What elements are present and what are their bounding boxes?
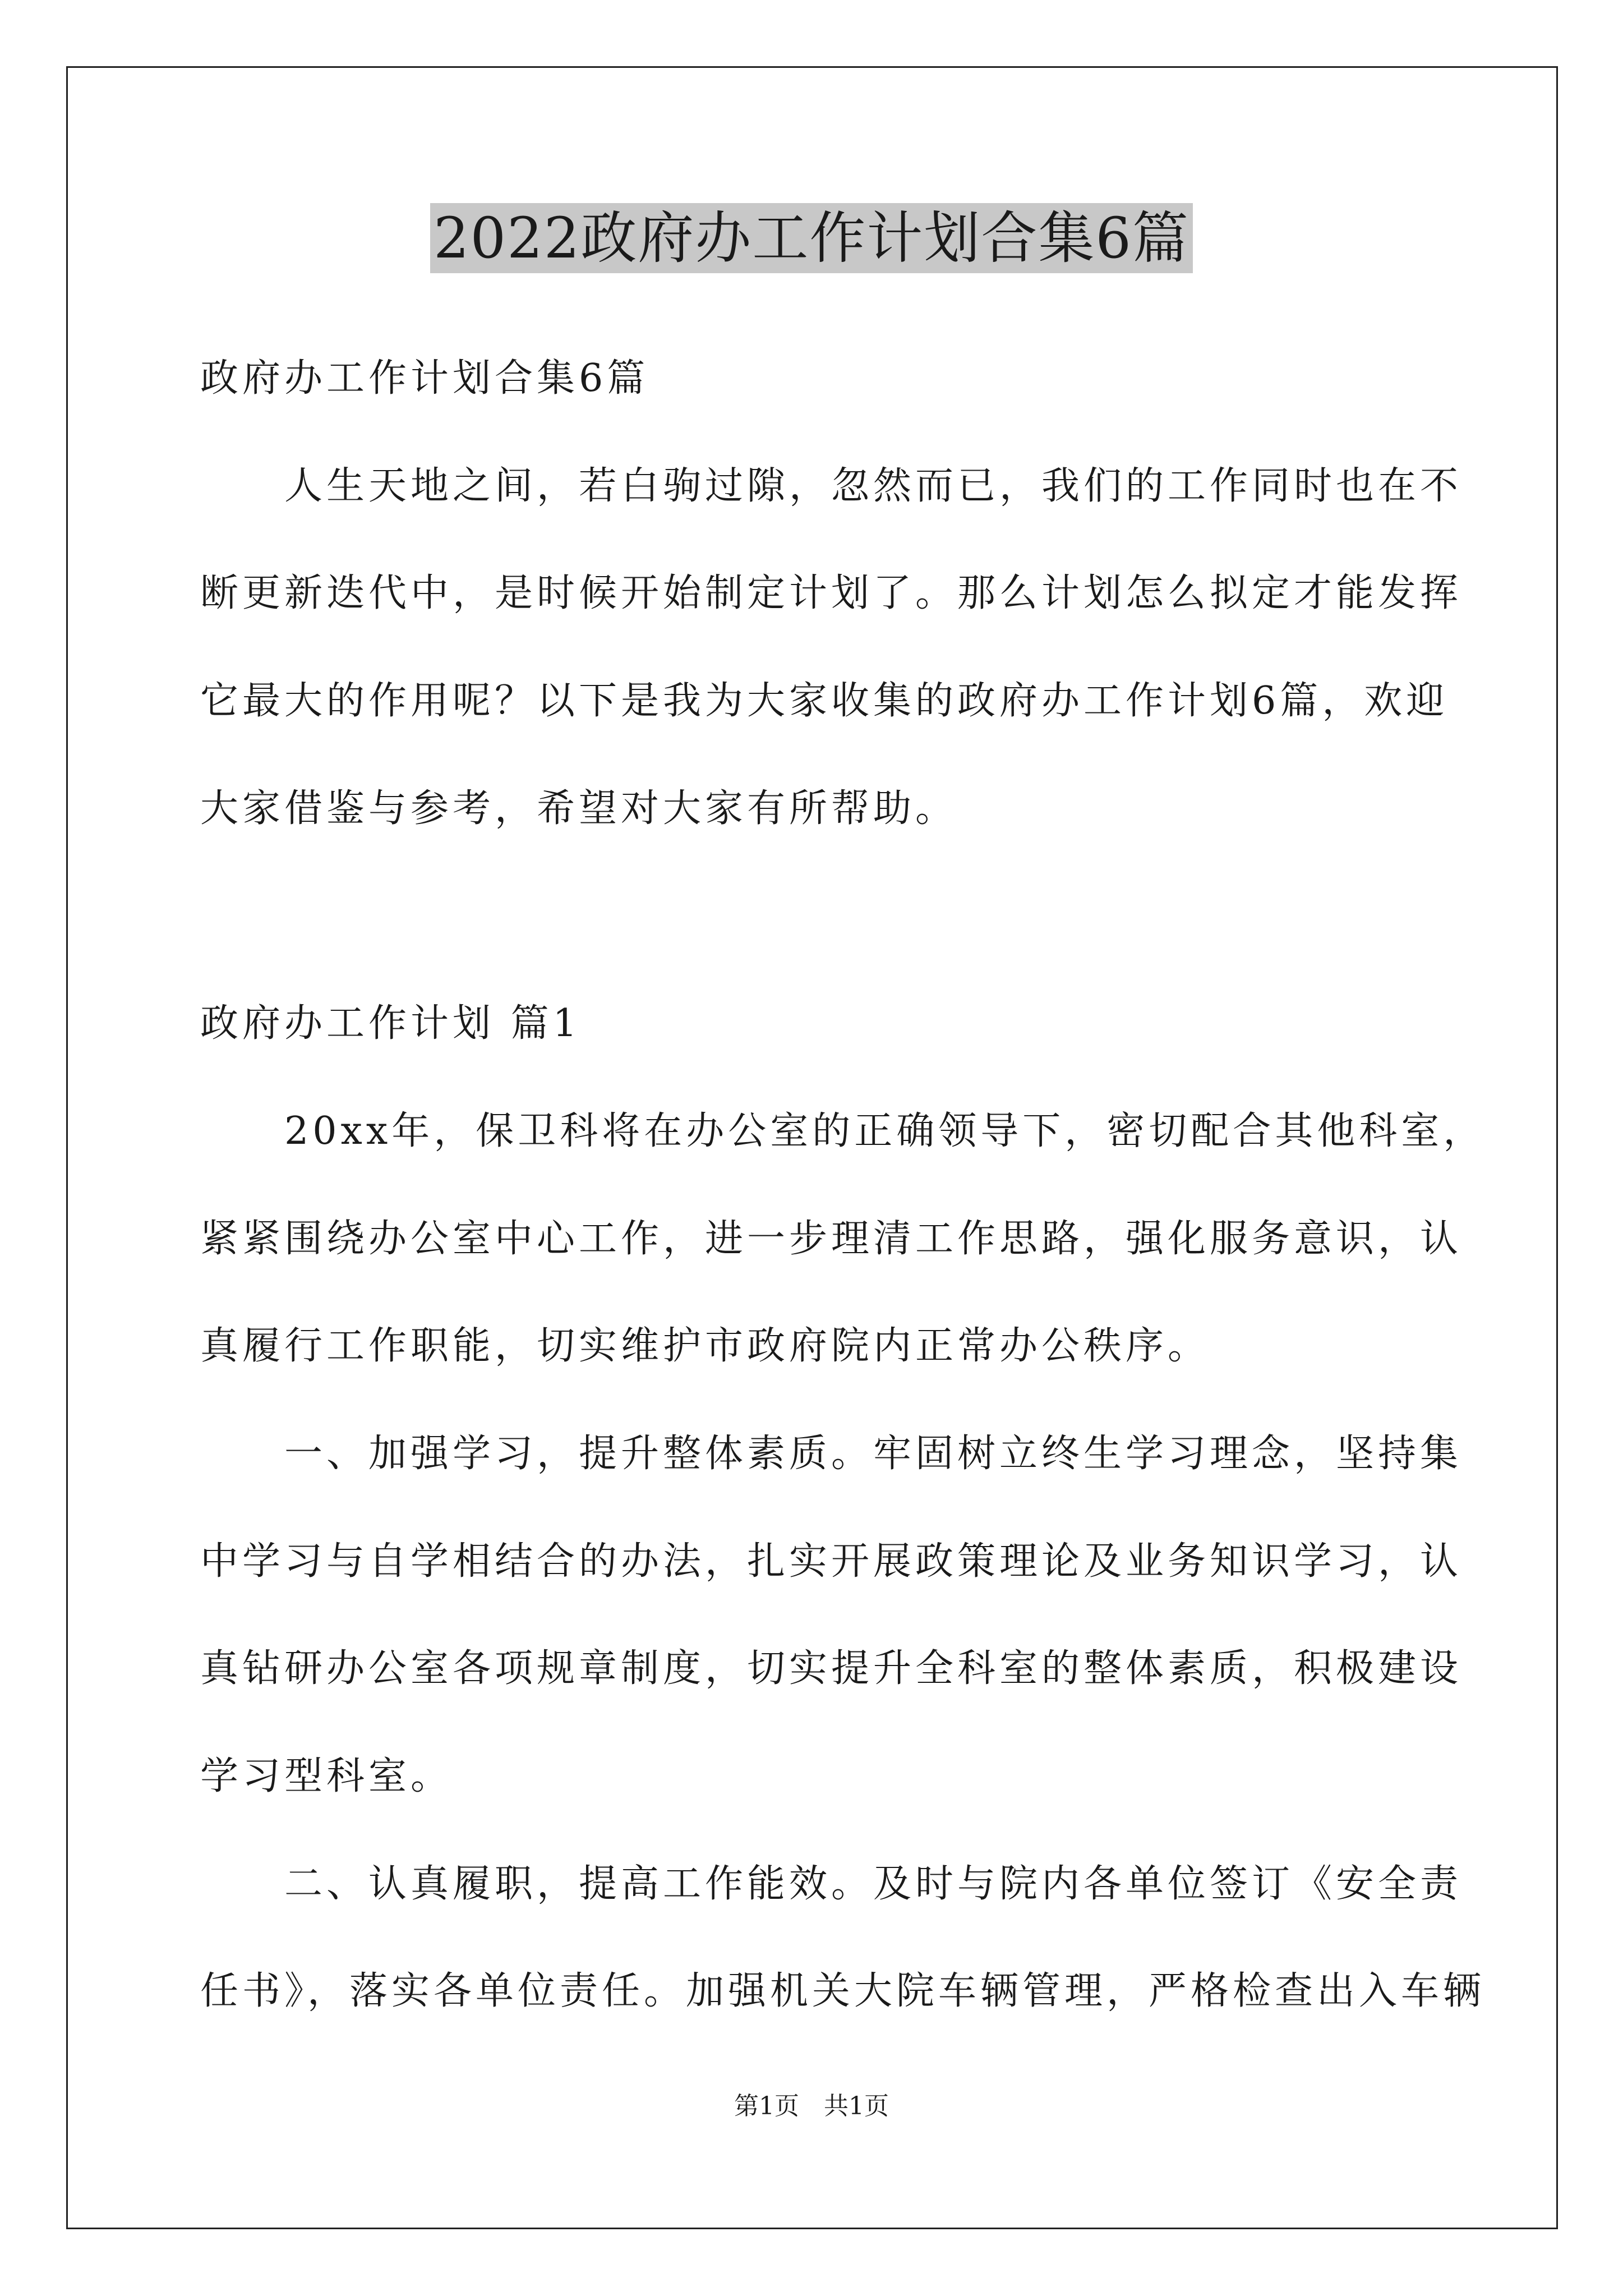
subtitle-line: 政府办工作计划合集6篇 [200,356,649,401]
paragraph-line: 一、加强学习，提升整体素质。牢固树立终生学习理念，坚持集 [200,1432,1463,1476]
paragraph-line: 二、认真履职，提高工作能效。及时与院内各单位签订《安全责 [200,1862,1463,1906]
paragraph-line: 人生天地之间，若白驹过隙，忽然而已，我们的工作同时也在不 [200,464,1463,508]
section-heading: 政府办工作计划 篇1 [200,1001,581,1046]
document-title-text: 2022政府办工作计划合集6篇 [430,203,1193,273]
page-footer: 第1页 共1页 [734,2092,889,2120]
paragraph-line: 紧紧围绕办公室中心工作，进一步理清工作思路，强化服务意识，认 [200,1217,1463,1261]
paragraph-line: 中学习与自学相结合的办法，扎实开展政策理论及业务知识学习，认 [200,1539,1463,1584]
paragraph-line: 断更新迭代中，是时候开始制定计划了。那么计划怎么拟定才能发挥 [200,571,1463,615]
paragraph-line: 真钻研办公室各项规章制度，切实提升全科室的整体素质，积极建设 [200,1646,1463,1691]
paragraph-line: 它最大的作用呢？以下是我为大家收集的政府办工作计划6篇，欢迎 [200,679,1449,723]
paragraph-line: 20xx年，保卫科将在办公室的正确领导下，密切配合其他科室， [200,1109,1486,1153]
paragraph-line: 大家借鉴与参考，希望对大家有所帮助。 [200,786,958,831]
paragraph-line: 任书》，落实各单位责任。加强机关大院车辆管理，严格检查出入车辆 [200,1969,1486,2013]
document-title [0,199,1623,278]
paragraph-line: 真履行工作职能，切实维护市政府院内正常办公秩序。 [200,1324,1210,1368]
paragraph-line: 学习型科室。 [200,1754,453,1798]
